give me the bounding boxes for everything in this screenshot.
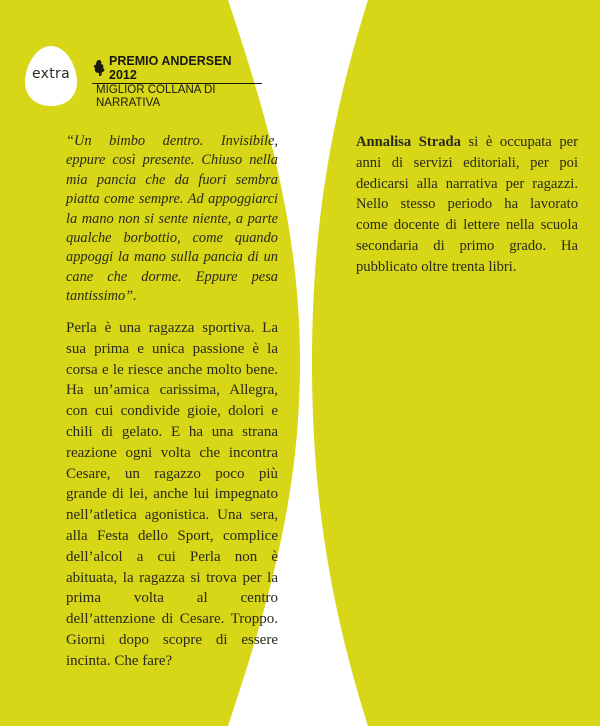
book-blurb: Perla è una ragazza sportiva. La sua prima e unica passione è la corsa e le riesce anche molto bene. Ha un’amica carissima, Allegra, con cui condivide gioie, dolori e chili di gelato. E ha una strana reazione ogni volta che incontra Cesare, un ragazzo poco più grande di lei, anche lui impegnato nell’atletica agonistica. Una sera, alla Festa dello Sport, complice dell’alcol a cui Perla non è abituata, la ragazza si trova per la prima volta al centro dell’attenzione di Cesare. Troppo. Giorni dopo scopre di essere incinta. Che fare? <box>66 320 278 669</box>
author-bio-text: si è occupata per anni di servizi editoriali, per poi dedicarsi alla narrativa per ragazzi. Nello stesso periodo ha lavorato come docente di lettere nella scuola secondaria di primo grado. Ha pubblicato oltre trenta libri. <box>356 134 579 275</box>
award-badge <box>92 54 262 110</box>
right-flap-panel <box>312 0 600 726</box>
author-name: Annalisa Strada <box>356 134 461 150</box>
book-quote: “Un bimbo dentro. Invisibile, eppure così presente. Chiuso nella mia pancia che da fuori sembra piatta come sempre. Ad appoggiarci la mano non si sente niente, a parte qualche borbottio, come quando appoggi la mano sulla pancia di un cane che dorme. Eppure pesa tantissimo”. <box>66 133 278 305</box>
logo-text: extra <box>32 66 70 82</box>
author-bio <box>356 132 578 278</box>
bird-silhouette-icon <box>92 59 106 77</box>
award-title: PREMIO ANDERSEN 2012 <box>109 54 232 82</box>
award-subtitle: MIGLIOR COLLANA DI NARRATIVA <box>92 83 262 110</box>
